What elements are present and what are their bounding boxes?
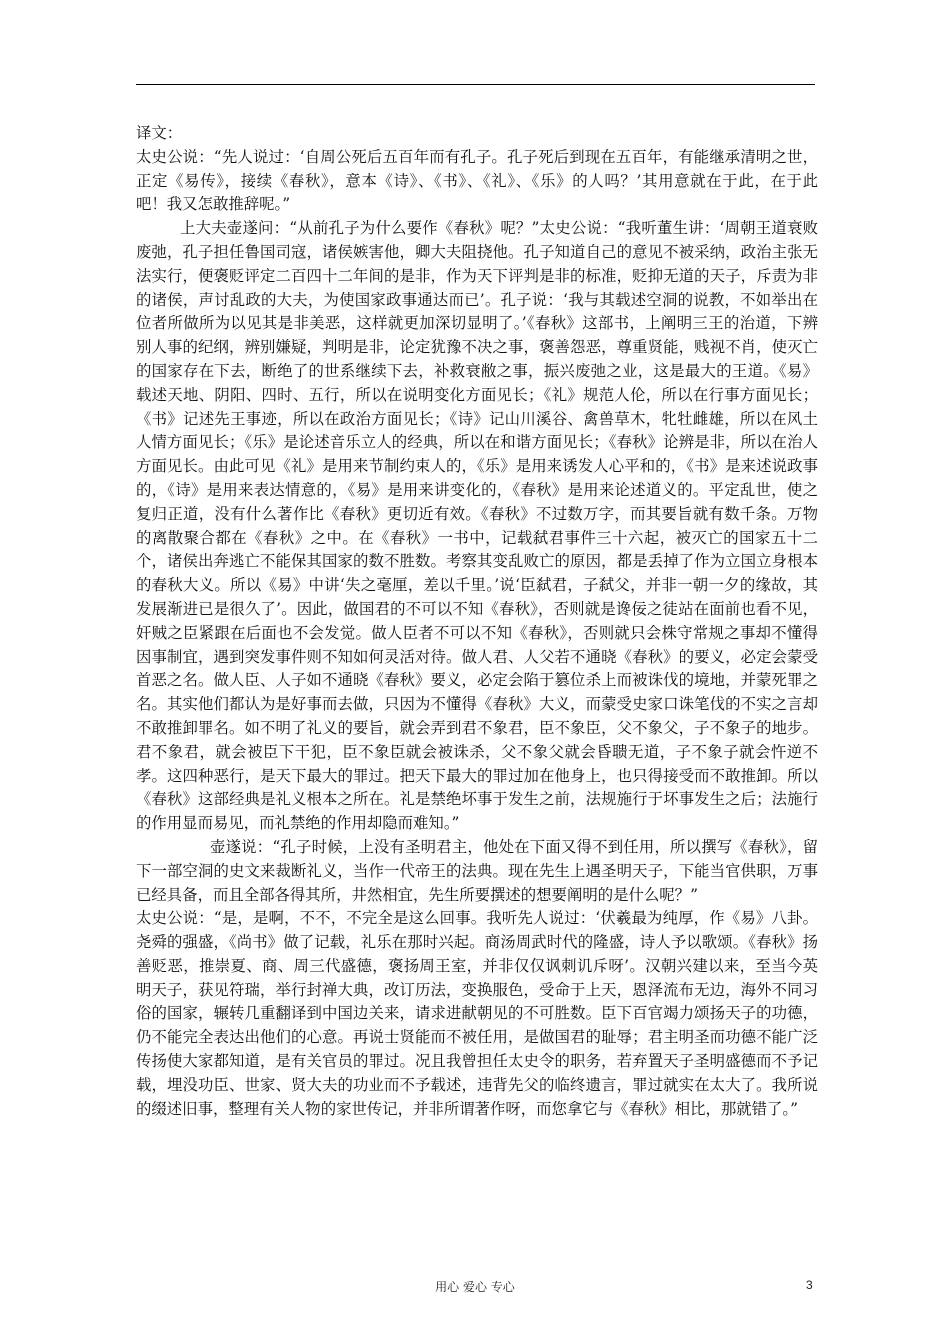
header-rule bbox=[136, 84, 815, 85]
paragraph-2: 上大夫壶遂问：“从前孔子为什么要作《春秋》呢？”太史公说：“我听董生讲：‘周朝王道衰败废弛，孔子担任鲁国司寇，诸侯嫉害他，卿大夫阻挠他。孔子知道自己的意见不被采纳，政治主张无法实行，便褒贬评定二百四十二年间的是非，作为天下评判是非的标准，贬抑无道的天子，斥责为非的诸侯，声讨乱政的大夫，为使国家政事通达而已’。孔子说：‘我与其载述空洞的说教，不如举出在位者所做所为以见其是非美恶，这样就更加深切显明了。’《春秋》这部书，上阐明三王的治道，下辨别人事的纪纲，辨别嫌疑，判明是非，论定犹豫不决之事，褒善怨恶，尊重贤能，贱视不肖，使灭亡的国家存在下去，断绝了的世系继续下去，补救衰敝之事，振兴废弛之业，这是最大的王道。《易》载述天地、阴阳、四时、五行，所以在说明变化方面见长；《礼》规范人伦，所以在行事方面见长；《书》记述先王事迹，所以在政治方面见长；《诗》记山川溪谷、禽兽草木，牝牡雌雄，所以在风土人情方面见长；《乐》是论述音乐立人的经典，所以在和谐方面见长；《春秋》论辨是非，所以在治人方面见长。由此可见《礼》是用来节制约束人的，《乐》是用来诱发人心平和的，《书》是来述说政事的，《诗》是用来表达情意的，《易》是用来讲变化的，《春秋》是用来论述道义的。平定乱世，使之复归正道，没有什么著作比《春秋》更切近有效。《春秋》不过数万字，而其要旨就有数千条。万物的离散聚合都在《春秋》之中。在《春秋》一书中，记载弑君事件三十六起，被灭亡的国家五十二个，诸侯出奔逃亡不能保其国家的数不胜数。考察其变乱败亡的原因，都是丢掉了作为立国立身根本的春秋大义。所以《易》中讲‘失之毫厘，差以千里。’说‘臣弑君，子弑父，并非一朝一夕的缘故，其发展渐进已是很久了’。因此，做国君的不可以不知《春秋》，否则就是谗佞之徒站在面前也看不见，奸贼之臣紧跟在后面也不会发觉。做人臣者不可以不知《春秋》，否则就只会株守常规之事却不懂得因事制宜，遇到突发事件则不知如何灵活对待。做人君、人父若不通晓《春秋》的要义，必定会蒙受首恶之名。做人臣、人子如不通晓《春秋》要义，必定会陷于篡位杀上而被诛伐的境地，并蒙死罪之名。其实他们都认为是好事而去做，只因为不懂得《春秋》大义，而蒙受史家口诛笔伐的不实之言却不敢推卸罪名。如不明了礼义的要旨，就会弄到君不象君，臣不象臣，父不象父，子不象子的地步。君不象君，就会被臣下干犯，臣不象臣就会被诛杀，父不象父就会昏聩无道，子不象子就会忤逆不孝。这四种恶行，是天下最大的罪过。把天下最大的罪过加在他身上，也只得接受而不敢推卸。所以《春秋》这部经典是礼义根本之所在。礼是禁绝坏事于发生之前，法规施行于坏事发生之后；法施行的作用显而易见，而礼禁绝的作用却隐而难知。” bbox=[136, 219, 818, 833]
paragraph-4: 太史公说：“是，是啊，不不，不完全是这么回事。我听先人说过：‘伏羲最为纯厚，作《易》八卦。尧舜的强盛，《尚书》做了记载，礼乐在那时兴起。商汤周武时代的隆盛，诗人予以歌颂。《春秋》扬善贬恶，推崇夏、商、周三代盛德，褒扬周王室，并非仅仅讽刺讥斥呀’。汉朝兴建以来，至当今英明天子，获见符瑞，举行封禅大典，改订历法，变换服色，受命于上天，恩泽流布无边，海外不同习俗的国家，辗转几重翻译到中国边关来，请求进献朝见的不可胜数。臣下百官竭力颂扬天子的功德，仍不能完全表达出他们的心意。再说士贤能而不被任用，是做国君的耻辱；君主明圣而功德不能广泛传扬使大家都知道，是有关官员的罪过。况且我曾担任太史令的职务，若弃置天子圣明盛德而不予记载，埋没功臣、世家、贤大夫的功业而不予载述，违背先父的临终遗言，罪过就实在太大了。我所说的缀述旧事，整理有关人物的家世传记，并非所谓著作呀，而您拿它与《春秋》相比，那就错了。” bbox=[136, 909, 818, 1118]
translation-body bbox=[136, 122, 818, 1121]
translation-heading: 译文： bbox=[136, 124, 183, 142]
paragraph-3: 壶遂说：“孔子时候，上没有圣明君主，他处在下面又得不到任用，所以撰写《春秋》，留下一部空洞的史文来裁断礼义，当作一代帝王的法典。现在先生上遇圣明天子，下能当官供职，万事已经具备，而且全部各得其所，井然相宜，先生所要撰述的想要阐明的是什么呢？” bbox=[136, 837, 818, 904]
footer-motto: 用心 爱心 专心 bbox=[435, 1280, 515, 1294]
page-number: 3 bbox=[806, 1278, 813, 1292]
paragraph-1: 太史公说：“先人说过：‘自周公死后五百年而有孔子。孔子死后到现在五百年，有能继承清明之世，正定《易传》，接续《春秋》，意本《诗》、《书》、《礼》、《乐》的人吗？’其用意就在于此，在于此吧！我又怎敢推辞呢。” bbox=[136, 147, 818, 214]
